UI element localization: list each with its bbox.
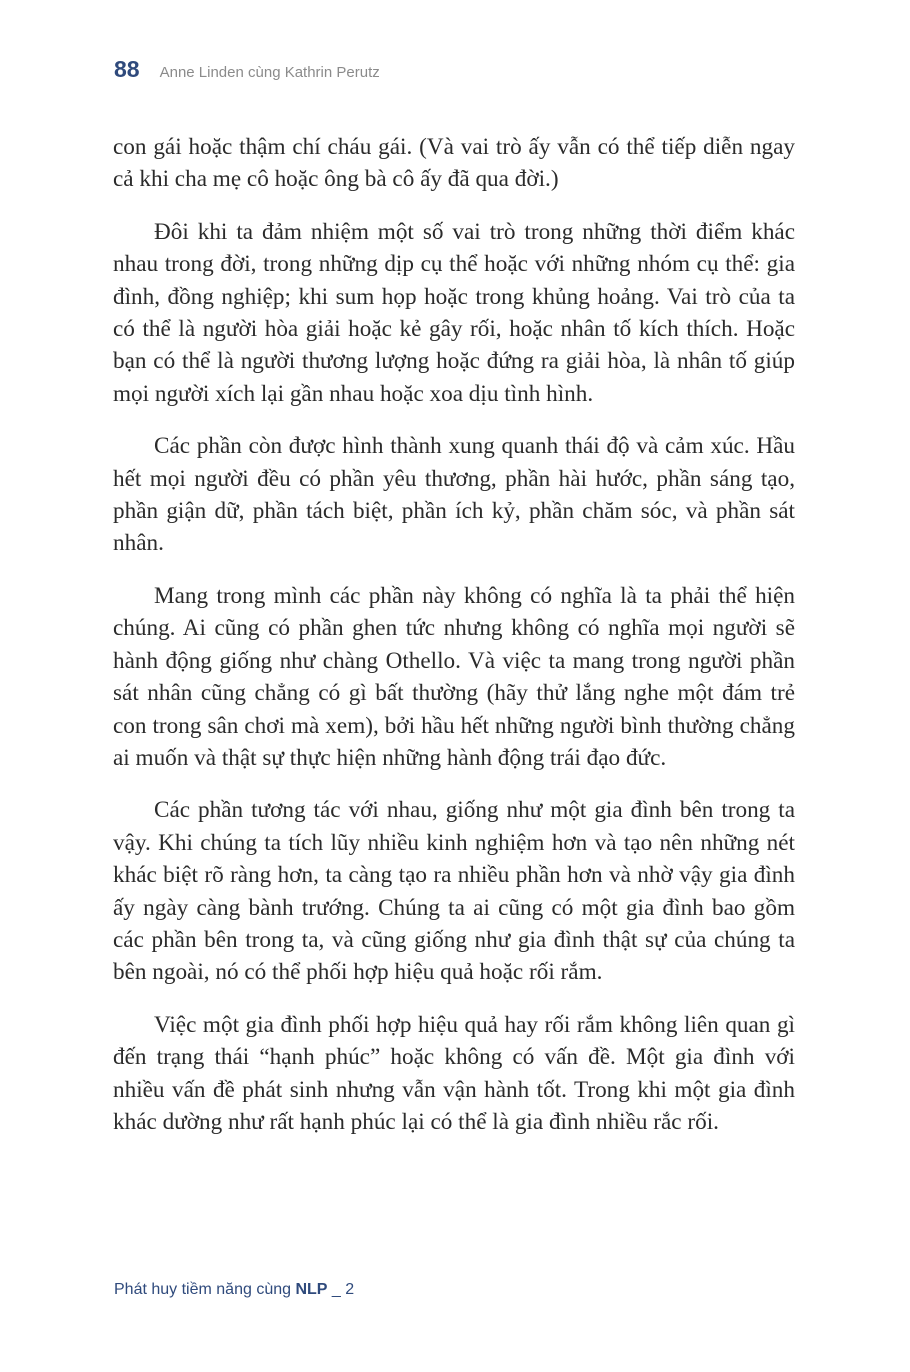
footer-series-suffix: _ 2 [327,1281,355,1298]
footer-series-prefix: Phát huy tiềm năng cùng [114,1281,296,1298]
paragraph-6: Việc một gia đình phối hợp hiệu quả hay rối rắm không liên quan gì đến trạng thái “hạnh phúc” hoặc không có vấn đề. Một gia đình với nhiều vấn đề phát sinh nhưng vẫn vận hành tốt. Trong khi một gia đình khác dường như rất hạnh phúc lại có thể là gia đình nhiều rắc rối. [113,1011,795,1135]
body-text [113,131,795,1158]
paragraph-4: Mang trong mình các phần này không có nghĩa là ta phải thể hiện chúng. Ai cũng có phần ghen tức nhưng không có nghĩa mọi người sẽ hành động giống như chàng Othello. Và việc ta mang trong người phần sát nhân cũng chẳng có gì bất thường (hãy thử lắng nghe một đám trẻ con trong sân chơi mà xem), bởi hầu hết những người bình thường chẳng ai muốn và thật sự thực hiện những hành động trái đạo đức. [113,582,795,771]
running-header [114,56,380,86]
running-footer [114,1281,354,1305]
page-number: 88 [114,56,140,82]
paragraph-5: Các phần tương tác với nhau, giống như một gia đình bên trong ta vậy. Khi chúng ta tích lũy nhiều kinh nghiệm hơn và tạo nên những nét khác biệt rõ ràng hơn, ta càng tạo ra nhiều phần hơn và nhờ vậy gia đình ấy ngày càng bành trướng. Chúng ta ai cũng có một gia đình bao gồm các phần bên trong ta, và cũng giống như gia đình thật sự của chúng ta bên ngoài, nó có thể phối hợp hiệu quả hoặc rối rắm. [113,797,795,986]
footer-series-brand: NLP [295,1281,328,1298]
paragraph-3: Các phần còn được hình thành xung quanh thái độ và cảm xúc. Hầu hết mọi người đều có phần yêu thương, phần hài hước, phần sáng tạo, phần giận dữ, phần tách biệt, phần ích kỷ, phần chăm sóc, và phần sát nhân. [113,433,795,557]
paragraph-1: con gái hoặc thậm chí cháu gái. (Và vai trò ấy vẫn có thể tiếp diễn ngay cả khi cha mẹ cô hoặc ông bà cô ấy đã qua đời.) [113,134,795,193]
paragraph-2: Đôi khi ta đảm nhiệm một số vai trò trong những thời điểm khác nhau trong đời, trong những dịp cụ thể hoặc với những nhóm cụ thể: gia đình, đồng nghiệp; khi sum họp hoặc trong khủng hoảng. Vai trò của ta có thể là người hòa giải hoặc kẻ gây rối, hoặc nhân tố kích thích. Hoặc bạn có thể là người thương lượng hoặc đứng ra giải hòa, là nhân tố giúp mọi người xích lại gần nhau hoặc xoa dịu tình hình. [113,218,795,407]
running-title: Anne Linden cùng Kathrin Perutz [159,64,380,81]
